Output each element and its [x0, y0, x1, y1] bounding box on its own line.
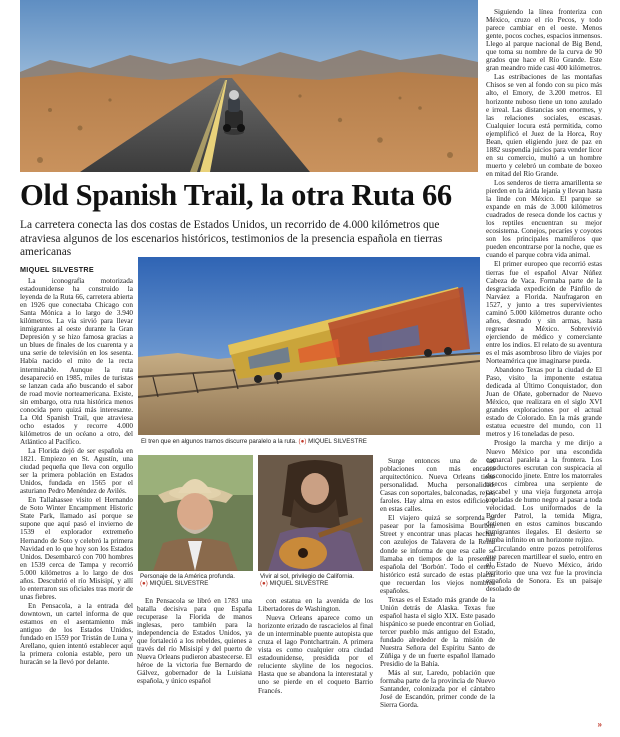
hero-photo	[20, 0, 478, 172]
deck: La carretera conecta las dos costas de Estados Unidos, un recorrido de 4.000 kilómetros que atraviesa algunos de los escenarios históricos, testimonios de la presencia española en tierras americanas	[20, 219, 443, 259]
byline: MIQUEL SILVESTRE	[20, 265, 95, 274]
credit-icon: (●)	[260, 580, 268, 587]
caption-credit: MIQUEL SILVESTRE	[269, 580, 329, 587]
caption-text: Personaje de la América profunda.	[140, 573, 235, 580]
paragraph: Más al sur, Laredo, población que formaba parte de la provincia de Nuevo Santander, colonizada por el cántabro José de Escandón, primer conde de la Sierra Gorda.	[380, 669, 495, 710]
guitar-photo	[258, 455, 373, 571]
column-5	[486, 8, 602, 733]
paragraph: Circulando entre pozos petrolíferos que parecen martillear el suelo, entro en el Estado de Nuevo México, árido territorio que una vez fue la provincia española de Sonora. Es un paisaje desolado de	[486, 545, 602, 594]
column-4	[380, 457, 495, 733]
man-photo	[138, 455, 253, 571]
paragraph: El primer europeo que recorrió estas tierras fue el español Alvar Núñez Cabeza de Vaca. Formaba parte de la desgraciada expedición de Pánfilo de Narváez a Florida. Naufragaron en 1527, y junto a tres supervivientes caminó 5.000 kilómetros durante ocho años, desnudo y sin armas, hasta regresar a México. Sobrevivió ejerciendo de médico y comerciante entre los indios. El relato de su aventura es el más asombroso libro de viajes por Norteamérica que imaginarse pueda.	[486, 260, 602, 366]
paragraph: Surge entonces una de las poblaciones con más encanto arquitectónico. Nueva Orleans tiene personalidad. Mucha personalidad. Casas con soportales, balconadas, rejas, faroles. Hay alma en estos edificios y en estas calles.	[380, 457, 495, 514]
column-3	[258, 597, 373, 735]
paragraph: Siguiendo la línea fronteriza con México, cruzo el río Pecos, y todo parece cambiar en el oeste. Menos gente, pocos coches, espacios inmensos. Llego al parque nacional de Big Bend, que toma su nombre de la curva de 90 grados que hace el Río Grande. Este gran meandro mide casi 400 kilómetros.	[486, 8, 602, 73]
caption-credit: MIQUEL SILVESTRE	[308, 438, 367, 445]
paragraph: Los senderos de tierra amarillenta se pierden en la árida lejanía y llevan hasta la linde con México. El parque se expande en más de 3.000 kilómetros cuadrados de reseca donde los cactus y los reptiles encuentran su mejor ecosistema. Conejos, pecaríes y coyotes son los principales mamíferos que pueden encontrarse por la noche, que es cuando el parque cobra vida animal.	[486, 178, 602, 260]
column-1	[20, 277, 133, 737]
paragraph: Las estribaciones de las montañas Chisos se ven al fondo con su pico más alto, el Emory, de 3.200 metros. El horizonte nuboso tiene un tono azulado e irreal. Las distancias son enormes, y las relaciones sociales, escasas. Cualquier locura está permitida, como ejemplificó el Juez de la Horca, Roy Bean, quien eligiendo juez de paz en 1882 suspendía juicios para vender licor en su comercio, multó a un hombre muerto y celebró un combate de boxeo en mitad del Río Grande.	[486, 73, 602, 178]
paragraph: Prosigo la marcha y me dirijo a Nuevo México por una escondida comarcal paralela a la frontera. Los conductores escrutan con suspicacia al desconocido jinete. Entre los matorrales resecos cimbrea una serpiente de cascabel y una vieja furgoneta arroja toneladas de humo negro al pasar a toda velocidad. Los uniformados de la Border Patrol, la temida Migra, detienen en estos caminos buscando inmigrantes ilegales. El desierto se tumba infinito en un horizonte rojizo.	[486, 439, 602, 545]
paragraph: En Pensacola se libró en 1783 una batalla decisiva para que España recuperase la Florida de manos inglesas, pero también para la independencia de Estados Unidos, ya que fortaleció a los rebeldes, quienes a través del río Misisipí y del puerto de Nueva Orleans pudieron abastecerse. El héroe de la victoria fue Bernardo de Gálvez, gobernador de la Luisiana española, y único español	[137, 597, 252, 686]
continue-marker: »	[597, 720, 602, 729]
paragraph: En Tallahassee visito el Hernando de Soto Winter Encampment Historic State Park, llamado así porque se supone que aquí pasó el invierno de 1539 el explorador extremeño Hernando de Soto y celebró la primera Navidad en lo que hoy son los Estados Unidos. Desembarcó con 700 hombres en 1539 cerca de Tampa y recorrió 5.000 kilómetros a lo largo de dos años. Descubrió el río Misisipí, y allí lo enterraron sus oficiales tras morir de unas fiebres.	[20, 496, 133, 601]
paragraph: La iconografía motorizada estadounidense ha construido la leyenda de la Ruta 66, carretera abierta en 1926 que conectaba Chicago con Santa Mónica a lo largo de 3.940 kilómetros. La vía sirvió para llevar inmigrantes al oeste durante la Gran Depresión y se hizo famosa gracias a un blues de finales de los cuarenta y a una serie de televisión en los sesenta. Había nacido el mito de la recta interminable. Aunque la ruta desapareció en 1985, miles de turistas se lanzan cada año buscando el sabor de road movie norteamericana. Existe, sin embargo, otra ruta histórica menos conocida pero quizá más interesante. La Old Spanish Trail, que atraviesa ocho estados y recorre 4.000 kilómetros de un océano a otro, del Atlántico al Pacífico.	[20, 277, 133, 446]
paragraph: Nueva Orleans aparece como un horizonte erizado de rascacielos al final de un interminable puente autopista que cruza el lago Pontchartrain. A primera vista es como cualquier otra ciudad estadounidense, presidida por el reluciente skyline de los negocios. Hasta que se abandona la interestatal y uno se pierde en el coqueto Barrio Francés.	[258, 614, 373, 695]
paragraph: En Pensacola, a la entrada del downtown, un cartel informa de que estamos en el asentamiento más antiguo de los Estados Unidos, fundado en 1559 por Tristán de Luna y Arellano, quien intentó establecer aquí la primera colonia estable, pero un huracán se la llevó por delante.	[20, 601, 133, 667]
column-2	[137, 597, 252, 735]
caption-credit: MIQUEL SILVESTRE	[149, 580, 209, 587]
train-photo	[138, 257, 480, 435]
train-caption	[141, 438, 481, 445]
headline: Old Spanish Trail, la otra Ruta 66	[20, 178, 452, 212]
caption-text: El tren que en algunos tramos discurre paralelo a la ruta.	[141, 438, 297, 445]
caption-text: Vivir al sol, privilegio de California.	[260, 573, 355, 580]
guitar-caption	[260, 573, 372, 587]
paragraph: Texas es el Estado más grande de la Unión detrás de Alaska. Texas fue español hasta el siglo XIX. Este pasado hispánico se puede encontrar en Goliad, tercer pueblo más antiguo del Estado, fundado alrededor de la misión de Nuestra Señora del Espíritu Santo de Zúñiga y de un fuerte español llamado Presidio de la Bahía.	[380, 595, 495, 669]
paragraph: Abandono Texas por la ciudad de El Paso, visito la imponente estatua dedicada al Último Conquistador, don Juan de Oñate, gobernador de Nuevo México, que realizara en el siglo XVI grandes exploraciones por el actual estado de Colorado. En la más grande estatua ecuestre del mundo, con 11 metros y 16 toneladas de peso.	[486, 366, 602, 439]
paragraph: El viajero quizá se sorprenda al pasear por la famosísima Bourbon Street y encontrar unas placas hechas con azulejos de Talavera de la Reina donde se informa de que esa calle se llamaba en tiempos de la presencia española del 'Borbón'. Todo el centro histórico está surcado de estas placas que recuerdan los viejos nombres españoles.	[380, 514, 495, 595]
credit-icon: (●)	[298, 438, 307, 445]
paragraph: La Florida dejó de ser española en 1821. Empiezo en St. Agustín, una ciudad pequeña que lleva con orgullo ser la primera población en Estados Unidos, fundada en 1565 por el asturiano Pedro Menéndez de Avilés.	[20, 446, 133, 496]
credit-icon: (●)	[140, 580, 148, 587]
paragraph: con estatua en la avenida de los Libertadores de Washington.	[258, 597, 373, 614]
man-caption	[140, 573, 252, 587]
